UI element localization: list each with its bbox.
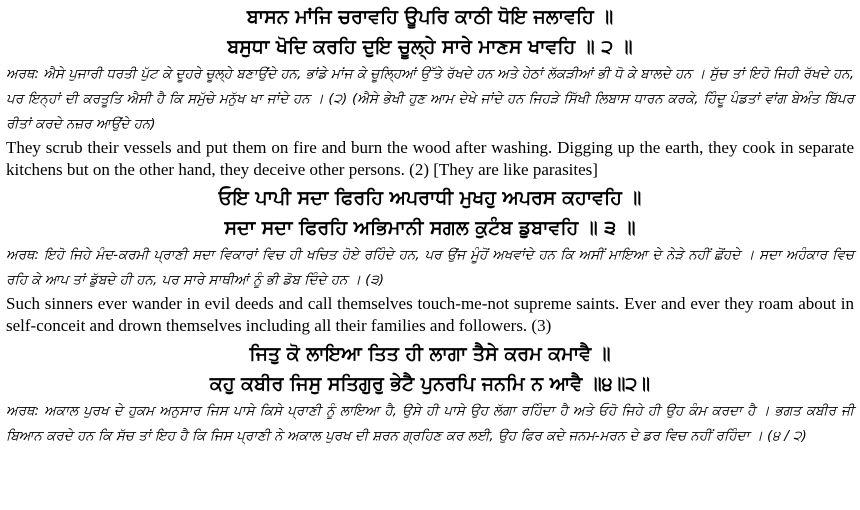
stanza-3 (6, 183, 854, 337)
english-translation: They scrub their vessels and put them on fire and burn the wood after washing. Digging up the earth, they cook in separate kitchens but on the other hand, they deceive other persons. (2) [They are like parasites] (6, 138, 854, 179)
verse-line: ਜਿਤੁ ਕੋ ਲਾਇਆ ਤਿਤ ਹੀ ਲਾਗਾ ਤੈਸੇ ਕਰਮ ਕਮਾਵੈ ॥ (249, 343, 611, 365)
punjabi-meaning: ਅਰਥ: ਇਹੋ ਜਿਹੇ ਮੰਦ-ਕਰਮੀ ਪ੍ਰਾਣੀ ਸਦਾ ਵਿਕਾਰਾਂ ਵਿਚ ਹੀ ਖਚਿਤ ਹੋਏ ਰਹਿੰਦੇ ਹਨ, ਪਰ ਉਂਜ ਮੂੰਹੋਂ ਅਖਵਾਂਦੇ ਹਨ ਕਿ ਅਸੀਂ ਮਾਇਆ ਦੇ ਨੇੜੇ ਨਹੀਂ ਛੋਂਹਦੇ । ਸਦਾ ਅਹੰਕਾਰ ਵਿਚ ਰਹਿ ਕੇ ਆਪ ਤਾਂ ਡੁੱਬਦੇ ਹੀ ਹਨ, ਪਰ ਸਾਰੇ ਸਾਥੀਆਂ ਨੂੰ ਭੀ ਡੋਬ ਦਿੰਦੇ ਹਨ । (੩) (6, 247, 854, 288)
verse-line: ਸਦਾ ਸਦਾ ਫਿਰਹਿ ਅਭਿਮਾਨੀ ਸਗਲ ਕੁਟੰਬ ਡੁਬਾਵਹਿ ॥ ੩ ॥ (224, 217, 636, 239)
english-translation: Such sinners ever wander in evil deeds and call themselves touch-me-not supreme saints. Ever and ever they roam about in self-conceit and drown themselves including all their families and followers. (3) (6, 294, 854, 335)
verse-line: ਬਸੁਧਾ ਖੋਦਿ ਕਰਹਿ ਦੁਇ ਚੂਲ੍ਹੇ ਸਾਰੇ ਮਾਣਸ ਖਾਵਹਿ ॥ ੨ ॥ (227, 36, 633, 58)
punjabi-meaning: ਅਰਥ: ਐਸੇ ਪੁਜਾਰੀ ਧਰਤੀ ਪੁੱਟ ਕੇ ਦੂਹਰੇ ਚੂਲ੍ਹੇ ਬਣਾਉਂਦੇ ਹਨ, ਭਾਂਡੇ ਮਾਂਜ ਕੇ ਚੂਲ੍ਹਿਆਂ ਉੱਤੇ ਰੱਖਦੇ ਹਨ ਅਤੇ ਹੇਠਾਂ ਲੱਕੜੀਆਂ ਭੀ ਧੋ ਕੇ ਬਾਲਦੇ ਹਨ । ਸੁੱਚ ਤਾਂ ਇਹੋ ਜਿਹੀ ਰੱਖਦੇ ਹਨ, ਪਰ ਇਨ੍ਹਾਂ ਦੀ ਕਰਤੂਤਿ ਐਸੀ ਹੈ ਕਿ ਸਮੁੱਚੇ ਮਨੁੱਖ ਖਾ ਜਾਂਦੇ ਹਨ । (੨) (ਐਸੇ ਭੇਖੀ ਹੁਣ ਆਮ ਦੇਖੇ ਜਾਂਦੇ ਹਨ ਜਿਹੜੇ ਸਿੱਖੀ ਲਿਬਾਸ ਧਾਰਨ ਕਰਕੇ, ਹਿੰਦੂ ਪੰਡਤਾਂ ਵਾਂਗ ਬੇਅੰਤ ਬਿੱਪਰ ਰੀਤਾਂ ਕਰਦੇ ਨਜ਼ਰ ਆਉਂਦੇ ਹਨ) (6, 66, 854, 132)
punjabi-meaning: ਅਰਥ: ਅਕਾਲ ਪੁਰਖ ਦੇ ਹੁਕਮ ਅਨੁਸਾਰ ਜਿਸ ਪਾਸੇ ਕਿਸੇ ਪ੍ਰਾਣੀ ਨੂੰ ਲਾਇਆ ਹੈ, ਉਸੇ ਹੀ ਪਾਸੇ ਉਹ ਲੱਗਾ ਰਹਿੰਦਾ ਹੈ ਅਤੇ ਓਹੋ ਜਿਹੇ ਹੀ ਉਹ ਕੰਮ ਕਰਦਾ ਹੈ । ਭਗਤ ਕਬੀਰ ਜੀ ਬਿਆਨ ਕਰਦੇ ਹਨ ਕਿ ਸੱਚ ਤਾਂ ਇਹ ਹੈ ਕਿ ਜਿਸ ਪ੍ਰਾਣੀ ਨੇ ਅਕਾਲ ਪੁਰਖ ਦੀ ਸ਼ਰਨ ਗ੍ਰਹਿਣ ਕਰ ਲਈ, ਉਹ ਫਿਰ ਕਦੇ ਜਨਮ-ਮਰਨ ਦੇ ਡਰ ਵਿਚ ਨਹੀਂ ਰਹਿੰਦਾ । (੪ / ੨) (6, 403, 854, 444)
verse-line: ਬਾਸਨ ਮਾਂਜਿ ਚਰਾਵਹਿ ਊਪਰਿ ਕਾਠੀ ਧੋਇ ਜਲਾਵਹਿ ॥ (246, 6, 614, 28)
verse-line: ਓਇ ਪਾਪੀ ਸਦਾ ਫਿਰਹਿ ਅਪਰਾਧੀ ਮੁਖਹੁ ਅਪਰਸ ਕਹਾਵਹਿ ॥ (218, 187, 642, 209)
stanza-4 (6, 339, 854, 449)
stanza-2 (6, 2, 854, 181)
verse-line: ਕਹੁ ਕਬੀਰ ਜਿਸੁ ਸਤਿਗੁਰੁ ਭੇਟੈ ਪੁਨਰਪਿ ਜਨਮਿ ਨ ਆਵੈ ॥੪॥੨॥ (209, 373, 651, 395)
